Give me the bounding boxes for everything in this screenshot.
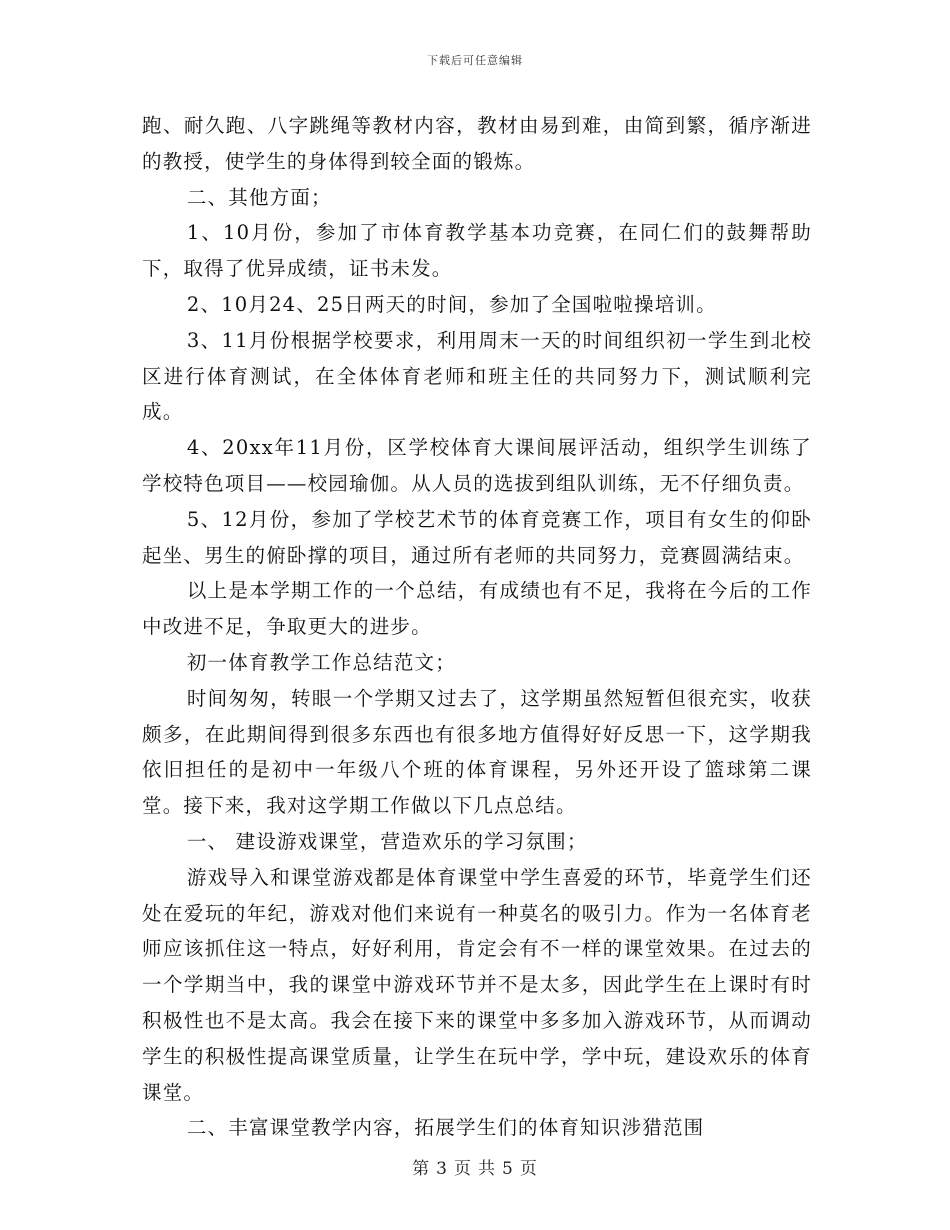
section-heading: 一、 建设游戏课堂，营造欢乐的学习氛围； bbox=[186, 829, 588, 853]
paragraph: 跑、耐久跑、八字跳绳等教材内容，教材由易到难，由简到繁，循序渐进的教授，使学生的身体得到较全面的锻炼。 bbox=[142, 114, 812, 173]
page-header-note: 下载后可任意编辑 bbox=[427, 54, 523, 67]
page-total-prefix: 共 bbox=[478, 1159, 496, 1179]
list-item: 2、10月24、25日两天的时间，参加了全国啦啦操培训。 bbox=[186, 292, 717, 316]
section-title: 初一体育教学工作总结范文； bbox=[186, 650, 456, 674]
page-suffix: 页 bbox=[519, 1159, 538, 1179]
section-heading: 二、丰富课堂教学内容，拓展学生们的体育知识涉猎范围 bbox=[186, 1116, 705, 1140]
page-current: 3 bbox=[436, 1159, 448, 1179]
paragraph: 时间匆匆，转眼一个学期又过去了，这学期虽然短暂但很充实，收获颇多，在此期间得到很多东西也有很多地方值得好好反思一下，这学期我依旧担任的是初中一年级八个班的体育课程，另外还开设了篮球第二课堂。接下来，我对这学期工作做以下几点总结。 bbox=[142, 686, 812, 818]
list-item: 3、11月份根据学校要求，利用周末一天的时间组织初一学生到北校区进行体育测试，在全体体育老师和班主任的共同努力下，测试顺利完成。 bbox=[142, 328, 812, 424]
page-mid: 页 bbox=[454, 1159, 472, 1179]
paragraph: 以上是本学期工作的一个总结，有成绩也有不足，我将在今后的工作中改进不足，争取更大的进步。 bbox=[142, 579, 812, 639]
page-total: 5 bbox=[502, 1159, 514, 1179]
paragraph: 游戏导入和课堂游戏都是体育课堂中学生喜爱的环节，毕竟学生们还处在爱玩的年纪，游戏对他们来说有一种莫名的吸引力。作为一名体育老师应该抓住这一特点，好好利用，肯定会有不一样的课堂效果。在过去的一个学期当中，我的课堂中游戏环节并不是太多，因此学生在上课时有时积极性也不是太高。我会在接下来的课堂中多多加入游戏环节，从而调动学生的积极性提高课堂质量，让学生在玩中学，学中玩，建设欢乐的体育课堂。 bbox=[142, 865, 812, 1104]
list-item: 4、20xx年11月份，区学校体育大课间展评活动，组织学生训练了学校特色项目——校园瑜伽。从人员的选拔到组队训练，无不仔细负责。 bbox=[142, 436, 812, 495]
page-number-footer bbox=[0, 1154, 950, 1179]
list-item: 5、12月份，参加了学校艺术节的体育竞赛工作，项目有女生的仰卧起坐、男生的俯卧撑的项目，通过所有老师的共同努力，竞赛圆满结束。 bbox=[142, 507, 812, 567]
list-item: 1、10月份，参加了市体育教学基本功竞赛，在同仁们的鼓舞帮助下，取得了优异成绩，证书未发。 bbox=[142, 221, 812, 281]
document-body bbox=[142, 108, 812, 1146]
page-prefix: 第 bbox=[412, 1159, 431, 1179]
section-heading: 二、其他方面； bbox=[186, 185, 332, 209]
